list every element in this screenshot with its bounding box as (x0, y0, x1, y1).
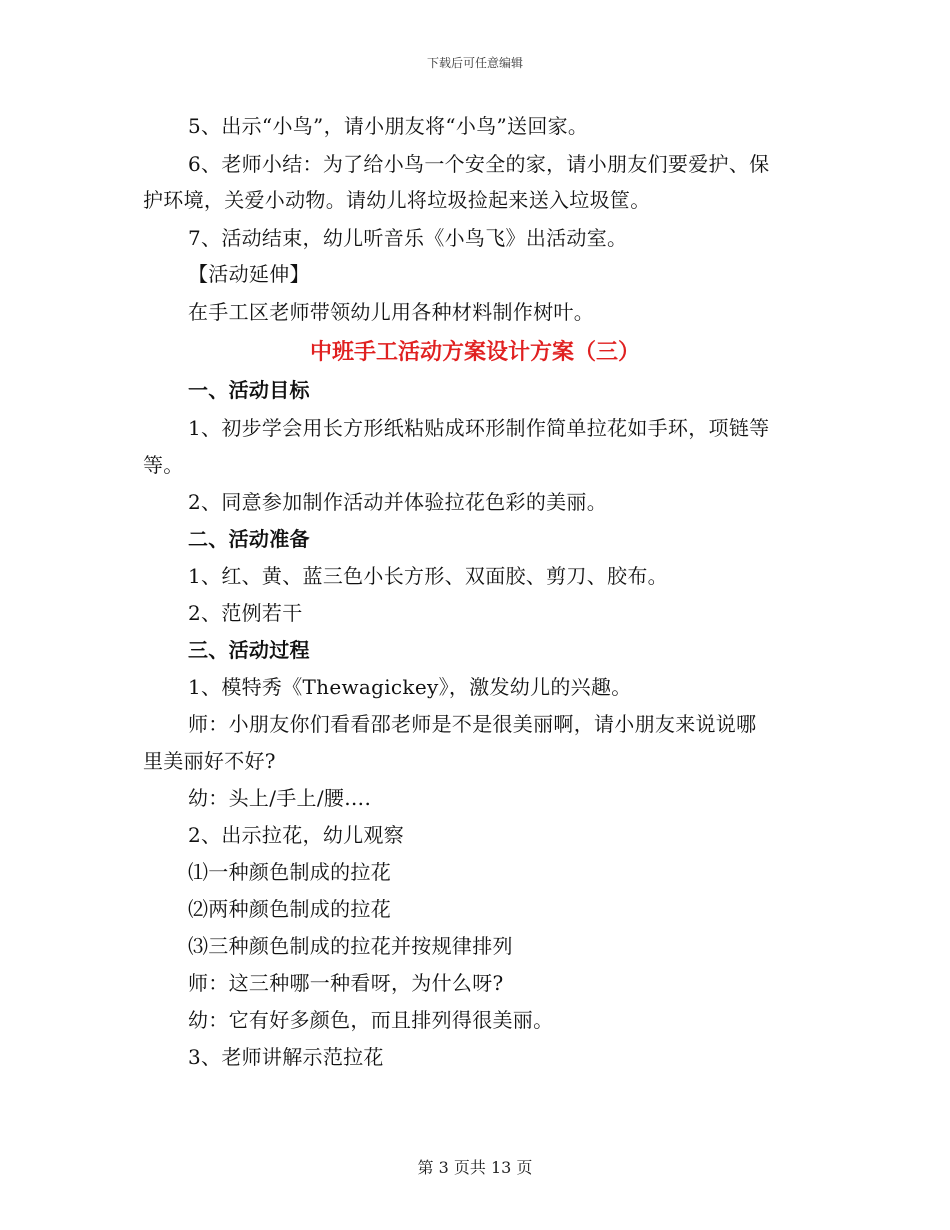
heading-activity-goals: 一、活动目标 (188, 378, 310, 402)
paragraph-line: 5、出示“小鸟”，请小朋友将“小鸟”送回家。 (188, 114, 589, 138)
section-title: 中班手工活动方案设计方案（三） (309, 340, 640, 365)
list-item: ⑵两种颜色制成的拉花 (188, 897, 391, 921)
paragraph-line: 师：这三种哪一种看呀，为什么呀? (188, 971, 504, 995)
paragraph-line: 里美丽好不好? (143, 749, 276, 773)
page-number-footer: 第 3 页共 13 页 (417, 1158, 533, 1177)
paragraph-line: 7、活动结束，幼儿听音乐《小鸟飞》出活动室。 (188, 226, 628, 250)
paragraph-line: 2、同意参加制作活动并体验拉花色彩的美丽。 (188, 490, 608, 514)
list-item: ⑴一种颜色制成的拉花 (188, 860, 391, 884)
paragraph-line: 1、初步学会用长方形纸粘贴成环形制作简单拉花如手环，项链等 (188, 416, 770, 440)
paragraph-line: 6、老师小结：为了给小鸟一个安全的家，请小朋友们要爱护、保 (188, 152, 770, 176)
paragraph-line: 等。 (143, 453, 184, 477)
paragraph-line: 幼：它有好多颜色，而且排列得很美丽。 (188, 1008, 554, 1032)
heading-activity-process: 三、活动过程 (188, 638, 310, 662)
section-label: 【活动延伸】 (188, 262, 310, 286)
paragraph-line: 师：小朋友你们看看邵老师是不是很美丽啊，请小朋友来说说哪 (188, 712, 757, 736)
heading-activity-preparation: 二、活动准备 (188, 527, 310, 551)
paragraph-line: 护环境，关爱小动物。请幼儿将垃圾捡起来送入垃圾筐。 (143, 188, 651, 212)
paragraph-line: 2、出示拉花，幼儿观察 (188, 823, 405, 847)
paragraph-line: 1、红、黄、蓝三色小长方形、双面胶、剪刀、胶布。 (188, 564, 668, 588)
list-item: ⑶三种颜色制成的拉花并按规律排列 (188, 934, 513, 958)
paragraph-line: 2、范例若干 (188, 601, 303, 625)
paragraph-line: 在手工区老师带领幼儿用各种材料制作树叶。 (188, 300, 594, 324)
paragraph-line: 1、模特秀《Thewagickey》，激发幼儿的兴趣。 (188, 675, 632, 699)
paragraph-line: 3、老师讲解示范拉花 (188, 1045, 384, 1069)
paragraph-line: 幼：头上/手上/腰…. (188, 786, 372, 810)
page-header-note: 下载后可任意编辑 (426, 56, 523, 70)
